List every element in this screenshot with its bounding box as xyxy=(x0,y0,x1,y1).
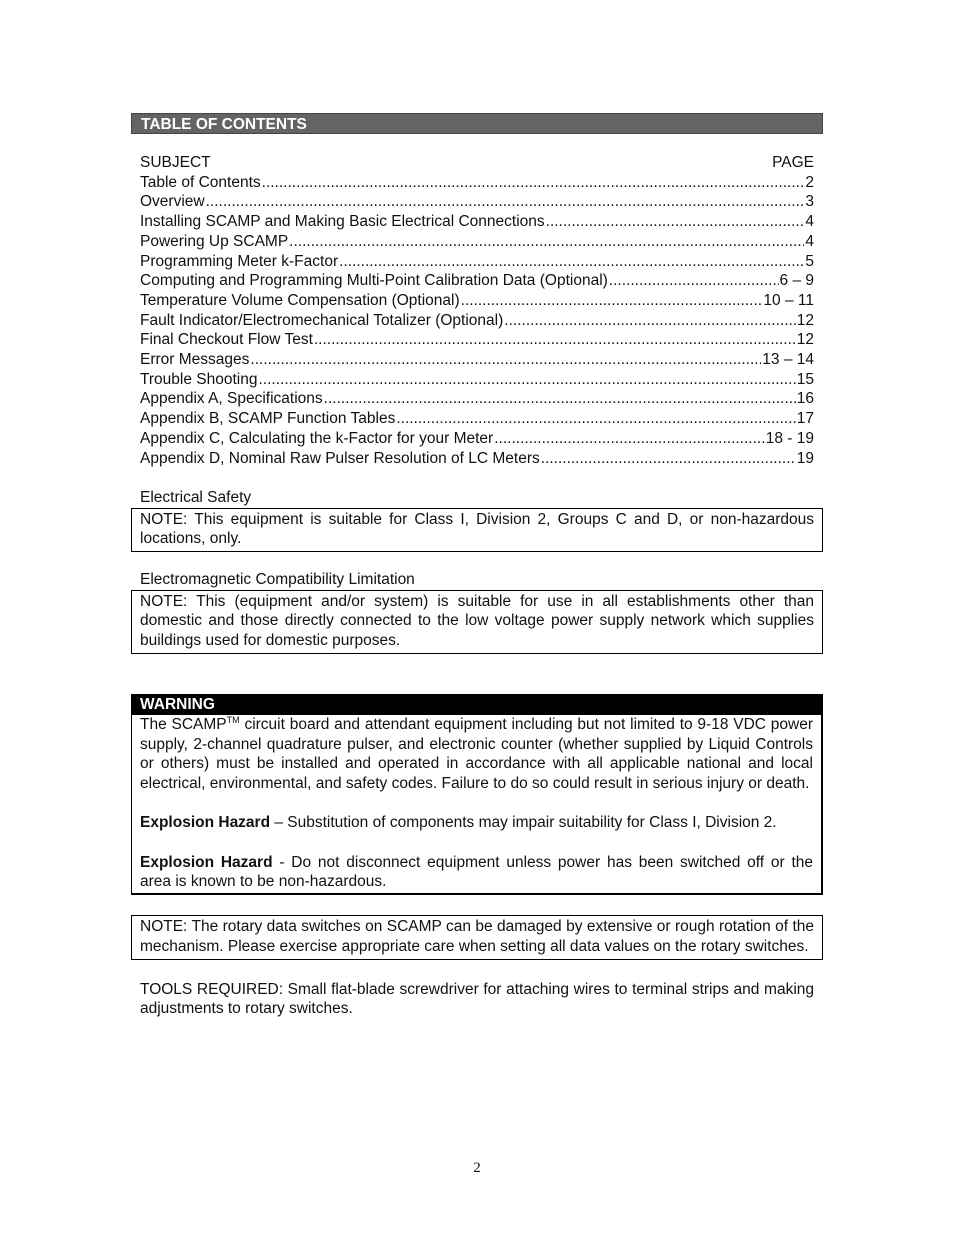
toc-entry xyxy=(140,429,814,449)
toc-entry-page: 5 xyxy=(805,252,814,270)
toc-leader-dots xyxy=(609,271,779,291)
toc-entry-page: 19 xyxy=(796,449,814,467)
toc-entry-title: Overview xyxy=(140,193,205,211)
toc-entry-title: Trouble Shooting xyxy=(140,370,258,388)
toc-leader-dots xyxy=(494,429,765,449)
toc-entry-page: 17 xyxy=(796,410,814,428)
toc-entry-title: Appendix D, Nominal Raw Pulser Resolution of LC Meters xyxy=(140,449,540,467)
tools-required: TOOLS REQUIRED: Small flat-blade screwdriver for attaching wires to terminal strips and making adjustments to rotary switches. xyxy=(140,980,814,1018)
trademark-mark: TM xyxy=(226,714,240,725)
toc-entry-page: 3 xyxy=(805,193,814,211)
toc-entry-page: 4 xyxy=(805,232,814,250)
toc-entry-title: Final Checkout Flow Test xyxy=(140,331,313,349)
toc-entry-page: 18 - 19 xyxy=(765,429,814,447)
toc-leader-dots xyxy=(289,232,804,252)
toc-header-bar xyxy=(131,113,823,134)
toc-leader-dots xyxy=(258,370,795,390)
toc-leader-dots xyxy=(314,330,796,350)
toc-entry-page: 16 xyxy=(796,390,814,408)
toc-entry-page: 10 – 11 xyxy=(763,291,814,309)
toc-entry-title: Powering Up SCAMP xyxy=(140,232,289,250)
toc-entry xyxy=(140,173,814,193)
toc-entry-title: Programming Meter k-Factor xyxy=(140,252,339,270)
warning-body xyxy=(131,715,823,895)
toc-entry-page: 2 xyxy=(805,173,814,191)
toc-leader-dots xyxy=(504,311,795,331)
rotary-switch-note: NOTE: The rotary data switches on SCAMP can be damaged by extensive or rough rotation of the mechanism. Please exercise appropriate care when setting all data values on the rotary switches. xyxy=(131,915,823,959)
toc-entry xyxy=(140,389,814,409)
toc-entry xyxy=(140,449,814,469)
table-of-contents xyxy=(140,153,814,468)
document-body xyxy=(131,113,823,1019)
toc-entry-page: 6 – 9 xyxy=(779,272,814,290)
toc-entry-title: Temperature Volume Compensation (Optional) xyxy=(140,291,460,309)
toc-title: TABLE OF CONTENTS xyxy=(141,116,307,133)
emc-label: Electromagnetic Compatibility Limitation xyxy=(140,571,415,589)
toc-entry xyxy=(140,311,814,331)
toc-entry xyxy=(140,409,814,429)
warning-paragraph: The SCAMP™ circuit board and attendant equipment including but not limited to 9-18 VDC power supply, 2-channel quadrature pulser, and electronic counter (whether supplied by Liquid Controls or others) must be installed and operated in accordance with all applicable national and local electrical, environmental, and safety codes. Failure to do so could result in serious injury or death. xyxy=(140,714,813,792)
toc-entry-page: 15 xyxy=(796,370,814,388)
toc-entry-title: Computing and Programming Multi-Point Calibration Data (Optional) xyxy=(140,272,608,290)
toc-leader-dots xyxy=(339,252,804,272)
toc-entry xyxy=(140,291,814,311)
toc-entry-page: 4 xyxy=(805,213,814,231)
toc-leader-dots xyxy=(541,449,796,469)
toc-leader-dots xyxy=(262,173,805,193)
toc-entry-page: 12 xyxy=(796,331,814,349)
toc-entry-list xyxy=(140,173,814,469)
toc-entry xyxy=(140,330,814,350)
toc-column-headers xyxy=(140,153,814,173)
toc-leader-dots xyxy=(546,212,805,232)
toc-page-label: PAGE xyxy=(772,154,814,171)
toc-entry xyxy=(140,232,814,252)
toc-leader-dots xyxy=(461,291,763,311)
electrical-safety-note: NOTE: This equipment is suitable for Class I, Division 2, Groups C and D, or non-hazardous locations, only. xyxy=(131,508,823,552)
electrical-safety-label: Electrical Safety xyxy=(140,488,252,506)
toc-entry-title: Appendix A, Specifications xyxy=(140,390,323,408)
toc-leader-dots xyxy=(206,192,805,212)
toc-entry xyxy=(140,271,814,291)
toc-entry xyxy=(140,350,814,370)
toc-entry-title: Fault Indicator/Electromechanical Totalizer (Optional) xyxy=(140,311,504,329)
toc-entry-title: Appendix B, SCAMP Function Tables xyxy=(140,410,396,428)
toc-leader-dots xyxy=(324,389,796,409)
toc-entry xyxy=(140,252,814,272)
toc-entry-title: Appendix C, Calculating the k-Factor for your Meter xyxy=(140,429,494,447)
explosion-hazard-paragraph: Explosion Hazard – Substitution of components may impair suitability for Class I, Division 2. xyxy=(140,814,777,832)
warning-header-bar xyxy=(131,694,823,715)
toc-entry-title: Error Messages xyxy=(140,351,250,369)
toc-leader-dots xyxy=(250,350,761,370)
page-number: 2 xyxy=(473,1160,481,1176)
emc-note: NOTE: This (equipment and/or system) is suitable for use in all establishments other than domestic and those directly connected to the low voltage power supply network which supplies buildings used for domestic purposes. xyxy=(131,590,823,654)
toc-leader-dots xyxy=(396,409,795,429)
toc-entry xyxy=(140,370,814,390)
explosion-hazard-paragraph: Explosion Hazard - Do not disconnect equipment unless power has been switched off or the area is known to be non-hazardous. xyxy=(140,853,813,891)
warning-title: WARNING xyxy=(140,695,215,713)
toc-entry-page: 13 – 14 xyxy=(762,351,814,369)
toc-entry-title: Installing SCAMP and Making Basic Electrical Connections xyxy=(140,213,545,231)
toc-subject-label: SUBJECT xyxy=(140,154,211,171)
toc-entry-page: 12 xyxy=(796,311,814,329)
toc-entry xyxy=(140,192,814,212)
toc-entry xyxy=(140,212,814,232)
toc-entry-title: Table of Contents xyxy=(140,173,261,191)
